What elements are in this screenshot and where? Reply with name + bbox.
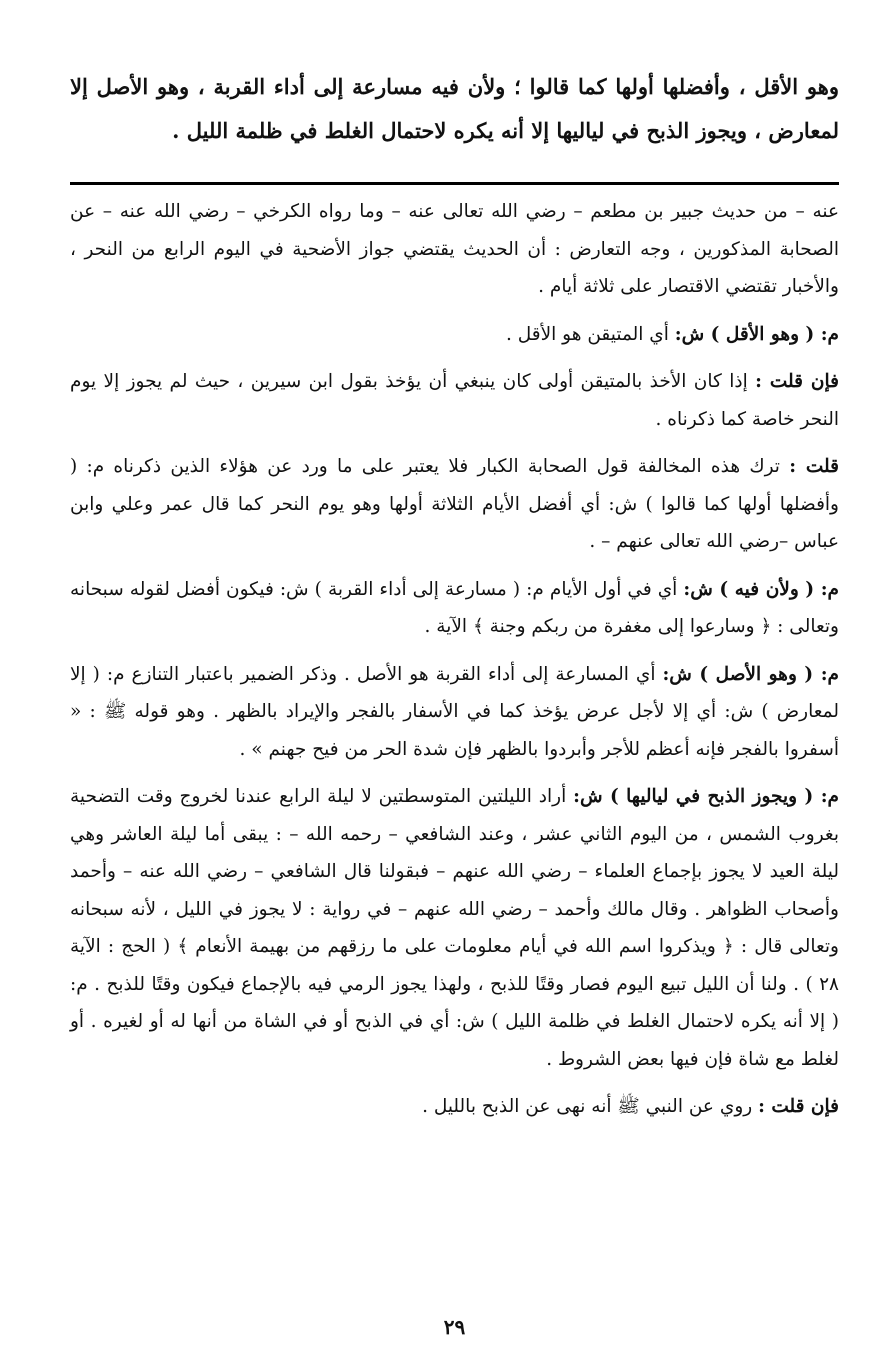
paragraph-text: ترك هذه المخالفة قول الصحابة الكبار فلا يعتبر على ما ورد عن هؤلاء الذين ذكرناه م: ( وأفضلها أولها كما قالوا ) ش: أي أفضل الأيام الثلاثة أولها وهو يوم النحر كما قال عمر وعلي وابن عباس –رضي الله تعالى عنهم – .: [70, 456, 839, 552]
paragraph-text: عنه – من حديث جبير بن مطعم – رضي الله تعالى عنه – وما رواه الكرخي – رضي الله عنه – عن الصحابة المذكورين ، وجه التعارض : أن الحديث يقتضي جواز الأضحية في اليوم الرابع من النحر ، والأخبار تقتضي الاقتصار على ثلاثة أيام .: [70, 201, 839, 297]
divider-rule: [70, 182, 839, 185]
paragraph-lead: م: ( ولأن فيه ) ش:: [683, 578, 840, 600]
page-number: ٢٩: [443, 1315, 466, 1339]
paragraph-lead: فإن قلت :: [755, 371, 839, 392]
paragraph-text: أراد الليلتين المتوسطتين لا ليلة الرابع عندنا لخروج وقت التضحية بغروب الشمس ، من اليوم الثاني عشر ، وعند الشافعي – رحمه الله – : يبقى أما ليلة العاشر وهي ليلة العيد لا يجوز بإجماع العلماء – رضي الله عنهم – فبقولنا قال الشافعي – رضي الله عنه – وأحمد وأصحاب الظواهر . وقال مالك وأحمد – رضي الله عنهم – في رواية : لا يجوز في الليل ، لأنه سبحانه وتعالى قال : ﴿ ويذكروا اسم الله في أيام معلومات على ما رزقهم من بهيمة الأنعام ﴾ ( الحج : الآية ٢٨ ) . ولنا أن الليل تبيع اليوم فصار وقتًا للذبح ، ولهذا يجوز الرمي فيه بالإجماع فيكون وقتًا للذبح . م: ( إلا أنه يكره لاحتمال الغلط في ظلمة الليل ) ش: أي في الذبح أو في الشاة من أنها له أو لغيره . أو لغلط مع شاة فإن فيها بعض الشروط .: [70, 786, 839, 1070]
paragraph-lead: م: ( وهو الأصل ) ش:: [662, 663, 839, 685]
commentary-paragraph: [70, 193, 839, 306]
page: [70, 65, 839, 1372]
commentary-paragraph: [70, 571, 839, 646]
paragraph-text: أي المتيقن هو الأقل .: [505, 323, 675, 345]
commentary-paragraph: [70, 363, 839, 438]
commentary-paragraph: [70, 448, 839, 561]
paragraph-text: روي عن النبي ﷺ أنه نهى عن الذبح بالليل .: [422, 1096, 759, 1117]
commentary-paragraph: [70, 778, 839, 1078]
paragraph-text: أي في أول الأيام م: ( مسارعة إلى أداء القربة ) ش: فيكون أفضل لقوله سبحانه وتعالى : ﴿ وسارعوا إلى مغفرة من ربكم وجنة ﴾ الآية .: [70, 578, 839, 637]
commentary-paragraph: [70, 316, 839, 354]
commentary: [70, 193, 839, 1136]
paragraph-lead: م: ( ويجوز الذبح في لياليها ) ش:: [573, 786, 839, 807]
paragraph-text: أي المسارعة إلى أداء القربة هو الأصل . وذكر الضمير باعتبار التنازع م: ( إلا لمعارض ) ش: أي إلا لأجل عرض يؤخذ كما في الأسفار بالفجر والإيراد بالظهر . وهو قوله ﷺ : « أسفروا بالفجر فإنه أعظم للأجر وأبردوا بالظهر فإن شدة الحر من فيح جهنم » .: [70, 663, 839, 760]
main-text: وهو الأقل ، وأفضلها أولها كما قالوا ؛ ولأن فيه مسارعة إلى أداء القربة ، وهو الأصل إلا لمعارض ، ويجوز الذبح في لياليها إلا أنه يكره لاحتمال الغلط في ظلمة الليل .: [70, 74, 839, 143]
commentary-paragraph: [70, 656, 839, 769]
paragraph-lead: م: ( وهو الأقل ) ش:: [674, 323, 839, 345]
commentary-paragraph: [70, 1088, 839, 1126]
paragraph-lead: قلت :: [789, 456, 840, 477]
paragraph-text: إذا كان الأخذ بالمتيقن أولى كان ينبغي أن يؤخذ بقول ابن سيرين ، حيث لم يجوز إلا يوم النحر خاصة كما ذكرناه .: [70, 371, 839, 430]
paragraph-lead: فإن قلت :: [758, 1096, 839, 1117]
